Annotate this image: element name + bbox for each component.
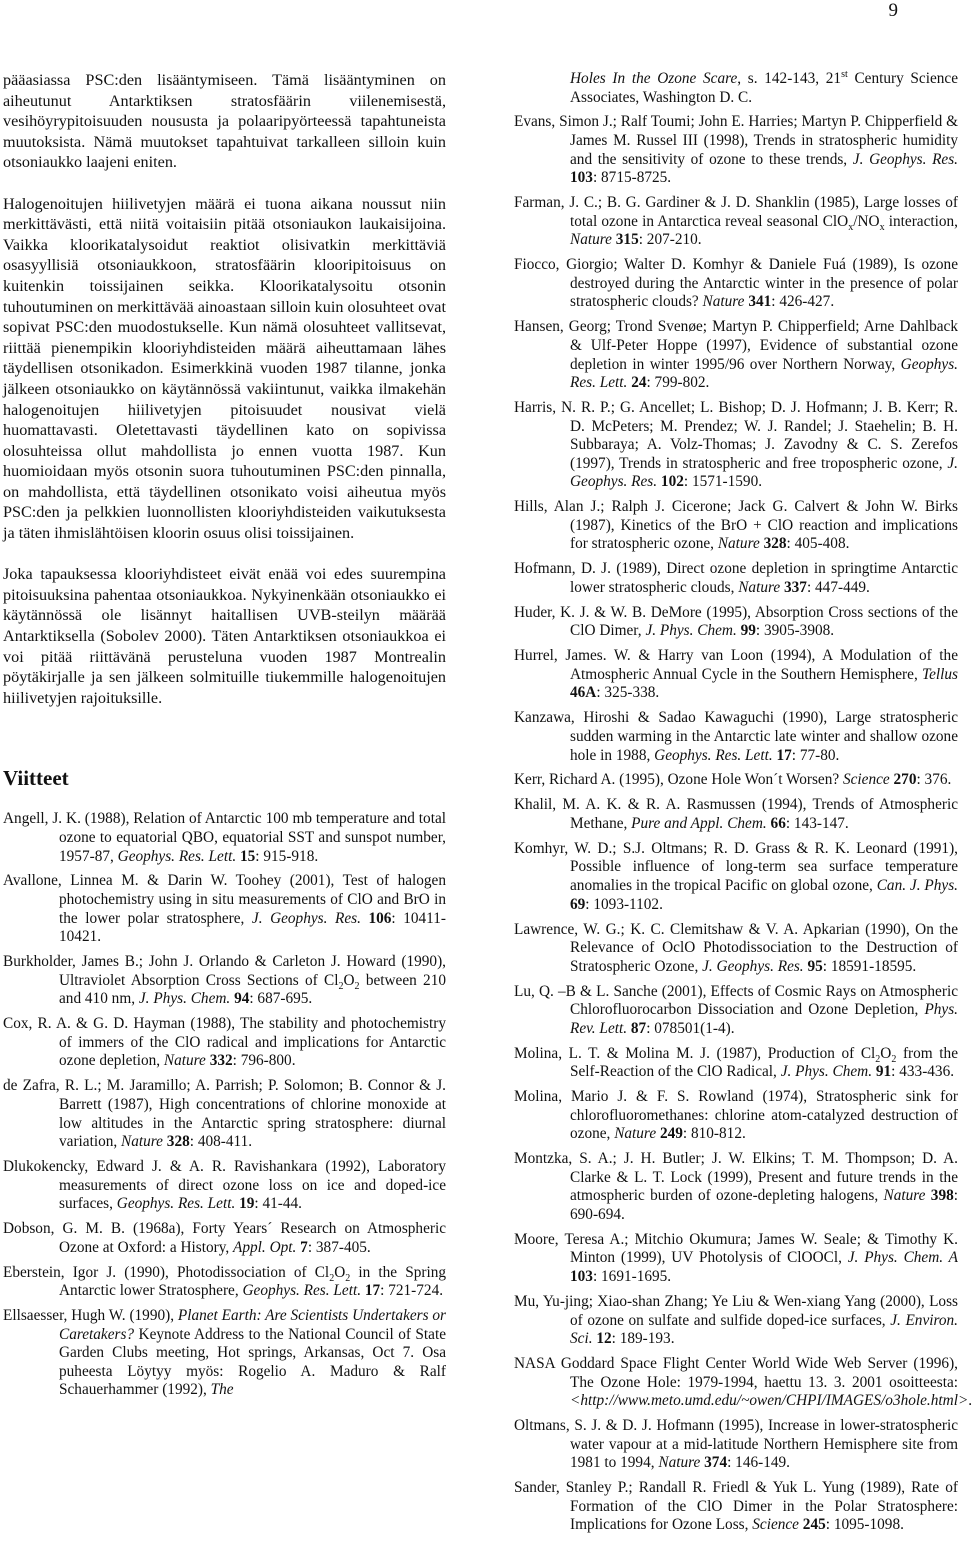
ref-subscript: 2	[891, 1053, 897, 1065]
reference-entry: Hofmann, D. J. (1989), Direct ozone depletion in springtime Antarctic lower stratospheric clouds, Nature 337: 447-449.	[514, 560, 958, 596]
reference-entry: Hansen, Georg; Trond Svenøe; Martyn P. Chipperfield; Arne Dahlback & Ulf-Peter Hoppe (1997), Evidence of substantial ozone depletion in winter 1995/96 over Northern Norway, Geophys. Res. Lett. 24: 799-802.	[514, 318, 958, 392]
reference-entry: Kanzawa, Hiroshi & Sadao Kawaguchi (1990), Large stratospheric sudden warming in the Antarctic late winter and shallow ozone hole in 1988, Geophys. Res. Lett. 17: 77-80.	[514, 709, 958, 764]
reference-entry: Kerr, Richard A. (1995), Ozone Hole Won´t Worsen? Science 270: 376.	[514, 771, 952, 789]
reference-entry: Fiocco, Giorgio; Walter D. Komhyr & Daniele Fuá (1989), Is ozone destroyed during the Antarctic winter in the presence of polar stratospheric clouds? Nature 341: 426-427.	[514, 256, 958, 311]
ref-italic-text: Geophys. Res. Lett.	[654, 746, 773, 764]
ref-italic-text: Geophys. Res. Lett.	[117, 847, 237, 865]
ref-volume: 341	[748, 293, 772, 311]
ref-volume: 95	[807, 957, 823, 975]
ref-volume: 374	[704, 1454, 728, 1472]
ref-volume: 24	[631, 374, 647, 392]
ref-superscript: st	[841, 68, 848, 80]
references-heading: Viitteet	[3, 766, 69, 791]
ref-italic-text: Tellus	[922, 665, 958, 683]
ref-volume: 106	[368, 909, 392, 927]
ref-volume: 19	[239, 1195, 255, 1213]
ref-subscript: x	[848, 221, 854, 233]
reference-entry: Evans, Simon J.; Ralf Toumi; John E. Harries; Martyn P. Chipperfield & James M. Russel III (1998), Trends in stratospheric humidity and the sensitivity of ozone to these trends, J. Geophys. Res. 103: 8715-8725.	[514, 113, 958, 187]
ref-volume: 103	[570, 1268, 593, 1286]
ref-italic-text: Geophys. Res. Lett.	[242, 1282, 362, 1300]
ref-italic-text: Phys. Rev. Lett.	[570, 1001, 958, 1037]
ref-volume: 102	[660, 473, 684, 491]
reference-entry: Hurrel, James. W. & Harry van Loon (1994), A Modulation of the Atmospheric Annual Cycle in the Southern Hemisphere, Tellus 46A: 325-338.	[514, 647, 958, 702]
ref-italic-text: Geophys. Res. Lett.	[570, 355, 958, 392]
reference-entry: Moore, Teresa A.; Mitchio Okumura; James W. Seale; & Timothy K. Minton (1999), UV Photolysis of ClOOCl, J. Phys. Chem. A 103: 1691-1695.	[514, 1230, 958, 1286]
ref-volume: 94	[234, 990, 250, 1008]
body-paragraph: Halogenoitujen hiilivetyjen määrä ei tuona aikana noussut niin merkittävästi, että niitä voitaisiin pitää otsoniaukon laukaisijoina. Vaikka kloorikatalysoidut reaktiot olisivatkin merkittäviä osasyyllisiä otsoniaukkoon, stratosfäärin klooripitoisuus on kuitenkin toissijainen seikka. Kloorikatalysoitu otsonin tuhoutuminen on merkittävää ainoastaan silloin kuin olosuhteet ovat sopivat PSC:den muodostukselle. Kun nämä olosuhteet vallitsevat, riittää pienempikin klooriyhdisteiden määrä aiheuttamaan lähes täydellisen otsonikadon. Esimerkkinä vuoden 1987 tilanne, jonka jälkeen otsoniaukko on käytännössä vakiintunut, vaikka ilmakehän halogenoitujen hiilivetyjen pitoisuudet nousivat vielä huomattavasti. Oletettavasti täydellinen kato on sopivissa olosuhteissa ollut mahdollista jo ennen vuotta 1987. Kun huomioidaan myös otsonin suora tuhoutuminen PSC:den pinnalla, on mahdollista, että täydellinen otsonikato voisi aiheutua myös PSC:den ja pelkkien luonnollisten klooriyhdisteiden vaikutuksesta ja täten ihmislähtöisen kloorin osuus olisi toissijainen.	[3, 194, 446, 543]
left-column	[3, 70, 446, 1406]
ref-volume: 46A	[570, 684, 597, 702]
ref-volume: 328	[763, 535, 787, 553]
ref-italic-text: Can. J. Phys.	[876, 877, 958, 895]
reference-entry: Khalil, M. A. K. & R. A. Rasmussen (1994), Trends of Atmospheric Methane, Pure and Appl. Chem. 66: 143-147.	[514, 796, 958, 832]
right-reference-list	[514, 68, 972, 1535]
ref-italic-text: Planet Earth: Are Scientists Undertakers or Caretakers?	[59, 1307, 446, 1343]
reference-entry: Montzka, S. A.; J. H. Butler; J. W. Elkins; T. M. Thompson; D. A. Clarke & L. T. Lock (1999), Present and future trends in the atmospheric burden of ozone-depleting halogens, Nature 398: 690-694.	[514, 1150, 958, 1223]
ref-italic-text: Holes In the Ozone Scare	[570, 70, 738, 87]
ref-italic-text: J. Phys. Chem.	[645, 622, 737, 640]
reference-entry: Lu, Q. –B & L. Sanche (2001), Effects of Cosmic Rays on Atmospheric Chlorofluorocarbon Dissociation and Ozone Depletion, Phys. Rev. Lett. 87: 078501(1-4).	[514, 982, 958, 1037]
ref-volume: 337	[784, 578, 807, 596]
left-reference-list	[3, 810, 446, 1400]
ref-italic-text: Science	[752, 1516, 799, 1534]
ref-subscript: 2	[338, 980, 344, 992]
ref-volume: 7	[300, 1238, 308, 1256]
ref-volume: 12	[596, 1330, 612, 1348]
ref-volume: 398	[930, 1187, 954, 1205]
reference-entry: Farman, J. C.; B. G. Gardiner & J. D. Shanklin (1985), Large losses of total ozone in Antarctica reveal seasonal $ClO_x/NO_x$ interaction, Nature 315: 207-210.	[514, 194, 959, 249]
reference-entry: Eberstein, Igor J. (1990), Photodissociation of $Cl_2O_2$ in the Spring Antarctic lower Stratosphere, Geophys. Res. Lett. 17: 721-724.	[3, 1263, 447, 1300]
ref-italic-text: Geophys. Res. Lett.	[116, 1195, 236, 1213]
ref-volume: 69	[570, 895, 586, 913]
reference-entry: Dlukokencky, Edward J. & A. R. Ravishankara (1992), Laboratory measurements of direct ozone loss on ice and doped-ice surfaces, Geophys. Res. Lett. 19: 41-44.	[3, 1157, 446, 1213]
reference-entry: Angell, J. K. (1988), Relation of Antarctic 100 mb temperature and total ozone to equatorial QBO, equatorial SST and sunspot number, 1957-87, Geophys. Res. Lett. 15: 915-918.	[3, 810, 446, 865]
ref-volume: 66	[770, 814, 786, 832]
reference-entry: Lawrence, W. G.; K. C. Clemitshaw & V. A. Apkarian (1990), On the Relevance of OclO Photodissociation to the Destruction of Stratospheric Ozone, J. Geophys. Res. 95: 18591-18595.	[514, 920, 958, 975]
reference-entry: Burkholder, James B.; John J. Orlando & Carleton J. Howard (1990), Ultraviolet Absorption Cross Sections of $Cl_2O_2$ between 210 and 410 nm, J. Phys. Chem. 94: 687-695.	[3, 953, 446, 1008]
ref-italic-text: Pure and Appl. Chem.	[631, 814, 767, 832]
reference-entry: NASA Goddard Space Flight Center World Wide Web Server (1996), The Ozone Hole: 1979-1994, haettu 13. 3. 2001 osoitteesta: <http://www.meto.umd.edu/~owen/CHPI/IMAGES/o3hole.html>.	[514, 1355, 972, 1410]
body-paragraph: pääasiassa PSC:den lisääntymiseen. Tämä lisääntyminen on aiheutunut Antarktiksen stratosfäärin viilenemisestä, vesihöyrypitoisuuden noususta ja polaaripyörteessä tapahtuneista muutoksista. Nämä muutokset tapahtuivat tarkalleen silloin kuin otsoniaukko laajeni eniten.	[3, 71, 446, 172]
reference-entry: de Zafra, R. L.; M. Jaramillo; A. Parrish; P. Solomon; B. Connor & J. Barrett (1987), High concentrations of chlorine monoxide at low altitudes in the Antarctic spring stratosphere: diurnal variation, Nature 328: 408-411.	[3, 1077, 446, 1151]
reference-entry: Ellsaesser, Hugh W. (1990), Planet Earth: Are Scientists Undertakers or Caretakers? Keynote Address to the National Council of State Garden Clubs meeting, Hot springs, Arkansas, Oct 7. Osa puheesta Löytyy myös: Rogelio A. Maduro & Ralf Schauerhammer (1992), The	[3, 1307, 446, 1399]
ref-subscript: x	[879, 221, 885, 233]
ref-italic-text: J. Geophys. Res.	[852, 150, 958, 168]
reference-entry: Harris, N. R. P.; G. Ancellet; L. Bishop; D. J. Hofmann; J. B. Kerr; R. D. McPeters; M. Prendez; W. J. Randel; J. Staehelin; B. H. Subbaraya; A. Volz-Thomas; J. Zavodny & C. S. Zerefos (1997), Trends in stratospheric and free tropospheric ozone, J. Geophys. Res. 102: 1571-1590.	[514, 398, 958, 491]
ref-italic-text: J. Phys. Chem.	[138, 990, 231, 1008]
ref-italic-text: Nature	[121, 1133, 163, 1151]
ref-subscript: 2	[875, 1053, 881, 1065]
ref-italic-text: <http://www.meto.umd.edu/~owen/CHPI/IMAGES/o3hole.html>	[570, 1392, 969, 1410]
ref-italic-text: J. Geophys. Res.	[570, 454, 958, 491]
right-column	[514, 68, 972, 1541]
reference-entry: Molina, L. T. & Molina M. J. (1987), Production of $Cl_2O_2$ from the Self-Reaction of the ClO Radical, J. Phys. Chem. 91: 433-436.	[514, 1044, 958, 1081]
ref-volume: 245	[802, 1516, 826, 1534]
reference-continuation: Holes In the Ozone Scare, s. 142-143, 21st Century Science Associates, Washington D. C.	[570, 68, 958, 106]
reference-entry: Cox, R. A. & G. D. Hayman (1988), The stability and photochemistry of immers of the ClO radical and implications for Antarctic ozone depletion, Nature 332: 796-800.	[3, 1015, 446, 1070]
ref-italic-text: Nature	[658, 1454, 701, 1472]
ref-italic-text: J. Geophys. Res.	[702, 957, 804, 975]
ref-volume: 315	[615, 231, 639, 249]
ref-volume: 91	[875, 1063, 892, 1081]
ref-italic-text: Nature	[717, 535, 760, 553]
ref-volume: 17	[364, 1282, 381, 1300]
ref-volume: 87	[630, 1019, 647, 1037]
ref-italic-text: The	[210, 1381, 234, 1399]
reference-entry: Avallone, Linnea M. & Darin W. Toohey (2001), Test of halogen photochemistry using in situ measurements of ClO and BrO in the lower polar stratosphere, J. Geophys. Res. 106: 10411-10421.	[3, 872, 446, 946]
ref-italic-text: Nature	[738, 578, 781, 596]
ref-italic-text: Nature	[883, 1187, 926, 1205]
ref-subscript: 2	[345, 1272, 351, 1284]
ref-volume: 270	[893, 771, 917, 789]
ref-volume: 328	[166, 1133, 190, 1151]
reference-entry: Komhyr, W. D.; S.J. Oltmans; R. D. Grass & R. K. Leonard (1991), Possible influence of long-term sea surface temperature anomalies in the tropical Pacific on global ozone, Can. J. Phys. 69: 1093-1102.	[514, 839, 958, 913]
ref-italic-text: J. Geophys. Res.	[251, 909, 361, 927]
page-number: 9	[888, 0, 898, 21]
ref-italic-text: Nature	[702, 293, 745, 311]
ref-italic-text: Science	[842, 771, 890, 789]
reference-entry: Huder, K. J. & W. B. DeMore (1995), Absorption Cross sections of the ClO Dimer, J. Phys. Chem. 99: 3905-3908.	[514, 603, 958, 640]
reference-entry: Hills, Alan J.; Ralph J. Cicerone; Jack G. Calvert & John W. Birks (1987), Kinetics of the BrO + ClO reaction and implications for stratospheric ozone, Nature 328: 405-408.	[514, 498, 958, 553]
reference-entry: Molina, Mario J. & F. S. Rowland (1974), Stratospheric sink for chlorofluoromethanes: chlorine atom-catalyzed destruction of ozone, Nature 249: 810-812.	[514, 1088, 958, 1143]
reference-entry: Mu, Yu-jing; Xiao-shan Zhang; Ye Liu & Wen-xiang Yang (2000), Loss of ozone on sulfate and sulfide doped-ice surfaces, J. Environ. Sci. 12: 189-193.	[514, 1292, 958, 1348]
reference-entry: Sander, Stanley P.; Randall R. Friedl & Yuk L. Yung (1989), Rate of Formation of the ClO Dimer in the Polar Stratosphere: Implications for Ozone Loss, Science 245: 1095-1098.	[514, 1479, 958, 1534]
ref-volume: 99	[740, 622, 756, 640]
ref-italic-text: Appl. Opt.	[233, 1238, 297, 1256]
ref-italic-text: Nature	[163, 1052, 206, 1070]
reference-entry: Oltmans, S. J. & D. J. Hofmann (1995), Increase in lower-stratospheric water vapour at a mid-latitude Northern Hemisphere site from 1981 to 1994, Nature 374: 146-149.	[514, 1417, 958, 1472]
ref-italic-text: J. Phys. Chem. A	[847, 1249, 958, 1267]
ref-subscript: 2	[354, 980, 360, 992]
body-paragraph: Joka tapauksessa klooriyhdisteet eivät enää voi edes suurempina pitoisuuksina pahentaa otsoniaukkoa. Nykyinenkään otsoniaukko ei käytännössä ole lisännyt haitallisen UVB-steilyn määrää Antarktiksella (Sobolev 2000). Täten Antarktiksen otsoniaukkoa ei voi pitää riittävänä perusteluna vuoden 1987 Montrealin pöytäkirjalle ja sen jälkeen solmituille tiukemmille halogenoitujen hiilivetyjen rajoituksille.	[3, 565, 446, 707]
ref-subscript: 2	[329, 1272, 335, 1284]
ref-volume: 15	[240, 847, 256, 865]
ref-italic-text: J. Phys. Chem.	[780, 1063, 873, 1081]
ref-italic-text: J. Environ. Sci.	[570, 1311, 958, 1348]
ref-volume: 17	[776, 746, 792, 764]
reference-entry: Dobson, G. M. B. (1968a), Forty Years´ Research on Atmospheric Ozone at Oxford: a History, Appl. Opt. 7: 387-405.	[3, 1220, 446, 1256]
ref-volume: 332	[209, 1052, 233, 1070]
ref-italic-text: Nature	[614, 1125, 657, 1143]
ref-volume: 249	[659, 1125, 683, 1143]
ref-italic-text: Nature	[570, 231, 612, 249]
ref-volume: 103	[570, 169, 593, 187]
